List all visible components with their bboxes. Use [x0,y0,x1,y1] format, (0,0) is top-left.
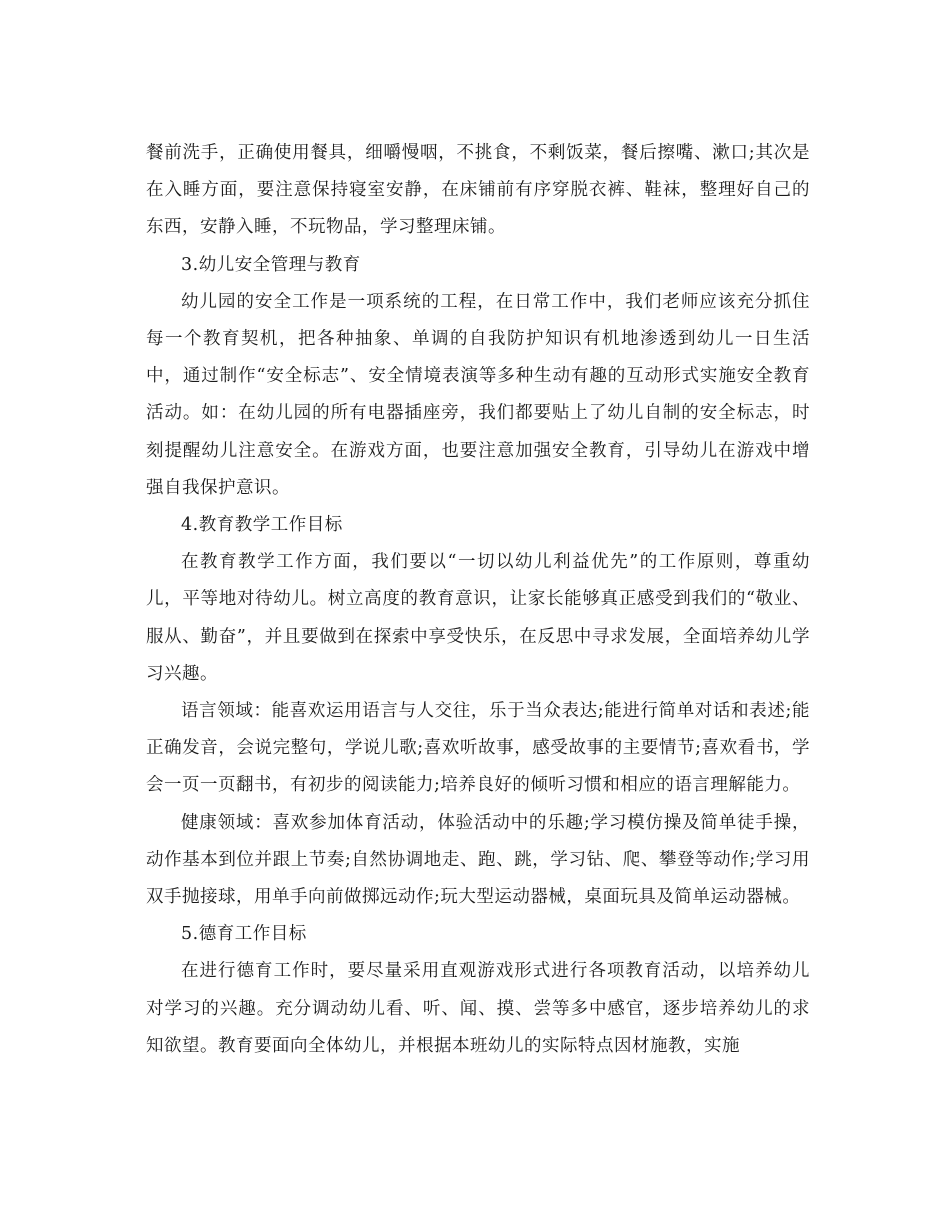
paragraph-teaching-principles: 在教育教学工作方面，我们要以“一切以幼儿利益优先”的工作原则，尊重幼儿，平等地对待幼儿。树立高度的教育意识，让家长能够真正感受到我们的“敬业、服从、勤奋”，并且要做到在探索中享受快乐，在反思中寻求发展，全面培养幼儿学习兴趣。 [146,552,810,684]
paragraph-moral-education: 在进行德育工作时，要尽量采用直观游戏形式进行各项教育活动，以培养幼儿对学习的兴趣。充分调动幼儿看、听、闻、摸、尝等多中感官，逐步培养幼儿的求知欲望。教育要面向全体幼儿，并根据本班幼儿的实际特点因材施教，实施 [146,961,810,1056]
paragraph-safety-education: 幼儿园的安全工作是一项系统的工程，在日常工作中，我们老师应该充分抓住每一个教育契机，把各种抽象、单调的自我防护知识有机地渗透到幼儿一日生活中，通过制作“安全标志”、安全情境表演等多种生动有趣的互动形式实施安全教育活动。如：在幼儿园的所有电器插座旁，我们都要贴上了幼儿自制的安全标志，时刻提醒幼儿注意安全。在游戏方面，也要注意加强安全教育，引导幼儿在游戏中增强自我保护意识。 [146,291,810,498]
document-body [146,135,810,1065]
heading-moral-education-goals: 5.德育工作目标 [181,924,307,945]
paragraph-language-domain: 语言领域：能喜欢运用语言与人交往，乐于当众表达;能进行简单对话和表述;能正确发音，会说完整句，学说儿歌;喜欢听故事，感受故事的主要情节;喜欢看书，学会一页一页翻书，有初步的阅读能力;培养良好的倾听习惯和相应的语言理解能力。 [146,701,810,796]
paragraph-health-domain: 健康领域：喜欢参加体育活动，体验活动中的乐趣;学习模仿操及简单徒手操，动作基本到位并跟上节奏;自然协调地走、跑、跳，学习钻、爬、攀登等动作;学习用双手抛接球，用单手向前做掷远动作;玩大型运动器械，桌面玩具及简单运动器械。 [146,812,810,908]
paragraph-meal-and-sleep-habits: 餐前洗手，正确使用餐具，细嚼慢咽，不挑食，不剩饭菜，餐后擦嘴、漱口;其次是在入睡方面，要注意保持寝室安静，在床铺前有序穿脱衣裤、鞋袜，整理好自己的东西，安静入睡，不玩物品，学习整理床铺。 [146,143,810,238]
heading-teaching-goals: 4.教育教学工作目标 [181,515,343,536]
heading-safety-management: 3.幼儿安全管理与教育 [181,254,361,275]
